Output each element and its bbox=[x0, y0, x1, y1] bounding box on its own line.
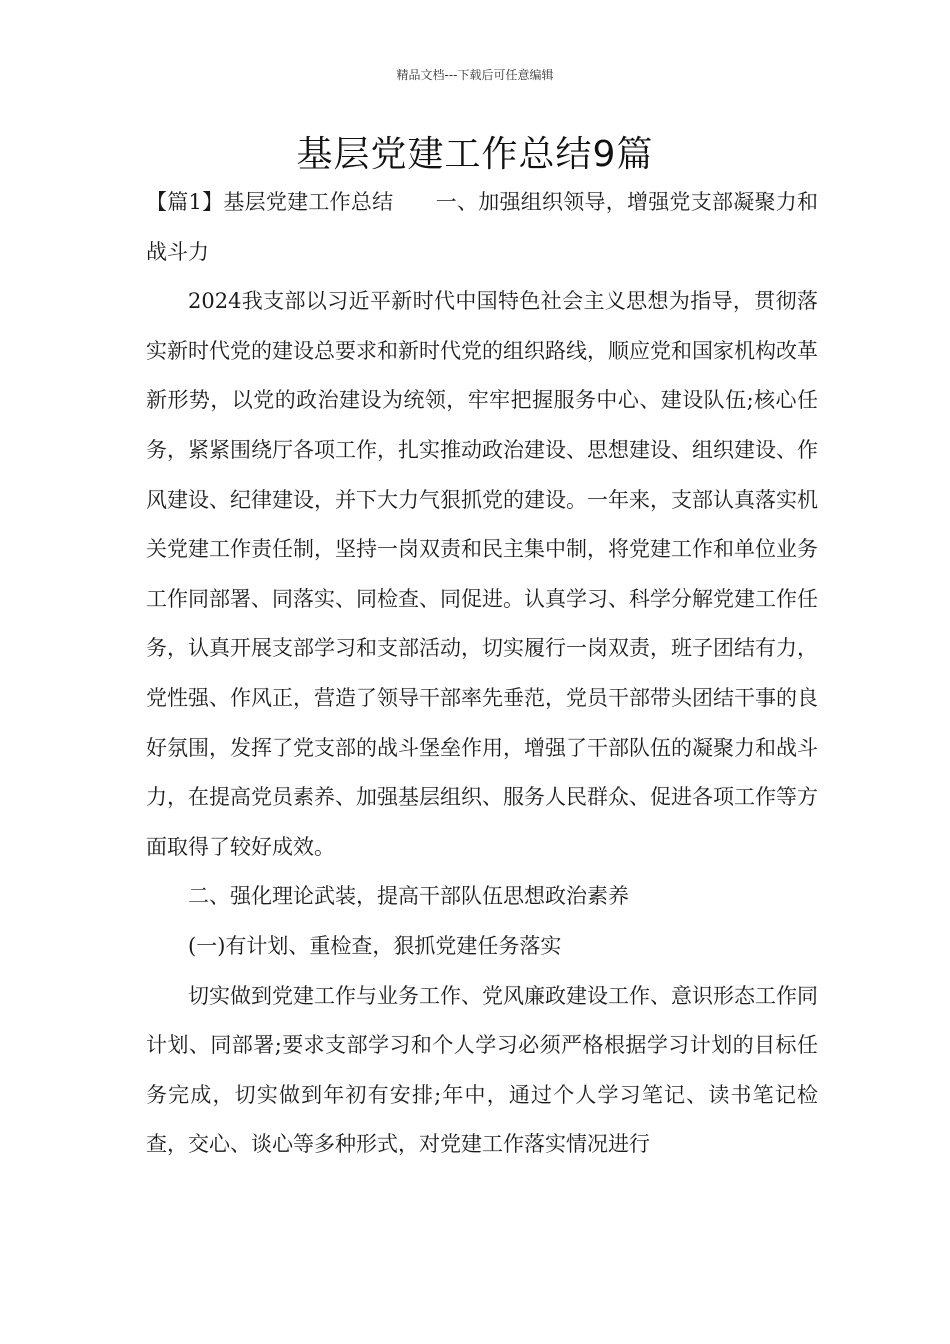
document-title: 基层党建工作总结9篇 bbox=[296, 134, 654, 175]
section-1-heading bbox=[146, 178, 818, 277]
section-tag: 【篇1】 bbox=[146, 190, 224, 214]
document-body bbox=[146, 178, 818, 1170]
paragraph-2: 切实做到党建工作与业务工作、党风廉政建设工作、意识形态工作同计划、同部署;要求支部学习和个人学习必须严格根据学习计划的目标任务完成，切实做到年初有安排;年中，通过个人学习笔记、读书笔记检查，交心、谈心等多种形式，对党建工作落实情况进行 bbox=[146, 983, 818, 1157]
paragraph-1: 2024我支部以习近平新时代中国特色社会主义思想为指导，贯彻落实新时代党的建设总要求和新时代党的组织路线，顺应党和国家机构改革新形势，以党的政治建设为统领，牢牢把握服务中心、建设队伍;核心任务，紧紧围绕厅各项工作，扎实推动政治建设、思想建设、组织建设、作风建设、纪律建设，并下大力气狠抓党的建设。一年来，支部认真落实机关党建工作责任制，坚持一岗双责和民主集中制，将党建工作和单位业务工作同部署、同落实、同检查、同促进。认真学习、科学分解党建工作任务，认真开展支部学习和支部活动，切实履行一岗双责，班子团结有力，党性强、作风正，营造了领导干部率先垂范，党员干部带头团结干事的良好氛围，发挥了党支部的战斗堡垒作用，增强了干部队伍的凝聚力和战斗力，在提高党员素养、加强基层组织、服务人民群众、促进各项工作等方面取得了较好成效。 bbox=[146, 289, 818, 859]
section-subheading: 一、加强组织领导，增强党支部凝聚力和战斗力 bbox=[146, 190, 819, 264]
subheading-2-1: (一)有计划、重检查，狠抓党建任务落实 bbox=[188, 933, 562, 958]
header-note: 精品文档---下载后可任意编辑 bbox=[396, 68, 554, 82]
subheading-2: 二、强化理论武装，提高干部队伍思想政治素养 bbox=[188, 884, 629, 909]
section-heading: 基层党建工作总结 bbox=[223, 190, 394, 214]
